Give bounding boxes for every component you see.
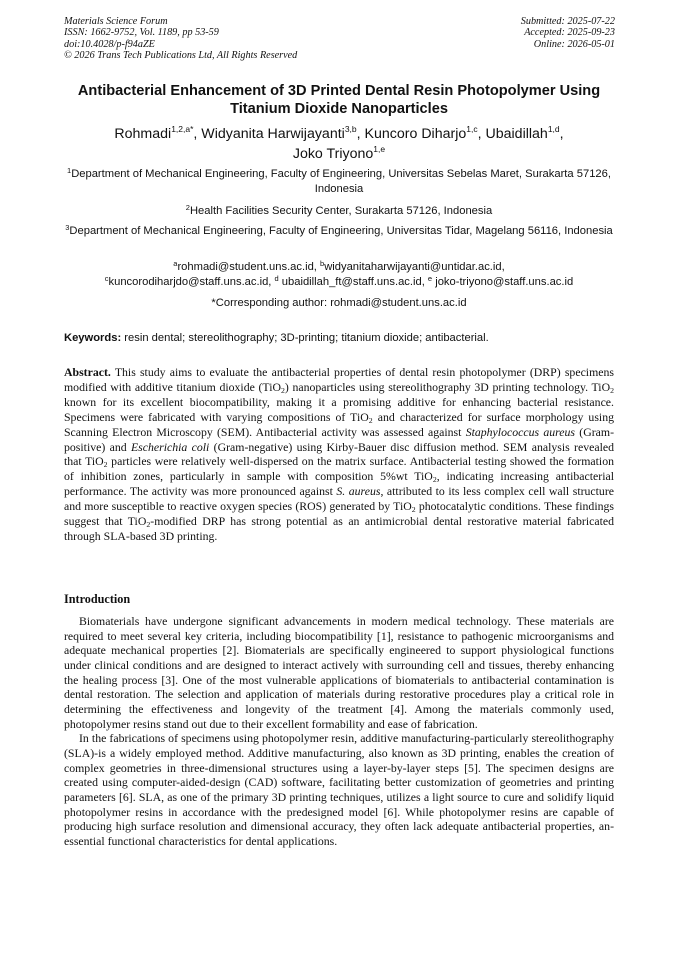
email-a[interactable]: rohmadi@student.uns.ac.id, <box>177 261 321 273</box>
author: Joko Triyono$^{1,e}$ <box>292 144 386 162</box>
online-date: Online: 2026-05-01 <box>533 38 615 50</box>
doi: doi:10.4028/p-f94aZE <box>64 38 155 50</box>
author-list <box>64 124 614 164</box>
paragraph: In the fabrications of specimens using photopolymer resin, additive manufacturing-particularly stereolithography (SLA)-is a widely employed method. Additive manufacturing, also known as 3D printing, enables the creation of complex geometries in three-dimensional structures using a layer-by-layer steps [5]. The specimen designs are created using computer-aided-design (CAD) software, facilitating better customization of geometries and printing parameters [6]. SLA, as one of the primary 3D printing techniques, utilizes a light source to cure and solidify liquid photopolymer resins in accordance with the predesigned model [6]. While photopolymer resins are capable of producing high surface resolution and dimensional accuracy, they often lack adequate antibacterial properties, an-essential functional characteristics for dental applications. <box>64 731 614 848</box>
keywords: Keywords: resin dental; stereolithography; 3D-printing; titanium dioxide; antibacterial. <box>64 332 489 344</box>
author: Widyanita Harwijayanti$^{3,b}$, <box>201 124 365 142</box>
paper-title: Antibacterial Enhancement of 3D Printed Dental Resin Photopolymer Using Titanium Dioxide Nanoparticles <box>77 83 601 117</box>
affiliation: $^2$Health Facilities Security Center, Surakarta 57126, Indonesia <box>185 203 493 217</box>
paragraph: Biomaterials have undergone significant advancements in modern medical technology. These materials are required to meet several key criteria, including biocompatibility [1], resistance to pathogenic microorganisms and adequate mechanical properties [2]. Biomaterials are specifically engineered to support physiological functions under clinical conditions and are designed to interact actively with surrounding cell and tissues, thereby enhancing the healing process [3]. One of the most vulnerable applications of biomaterials to antibacterial contamination is dental restoration. The selection and application of materials during restorative procedures play a critical role in determining the effectiveness and longevity of the treatment [4]. Among the materials commonly used, photopolymer resins stand out due to their excellent formability and ease of fabrication. <box>64 614 614 731</box>
email-b[interactable]: widyanitaharwijayanti@untidar.ac.id, <box>324 261 505 273</box>
submitted-date: Submitted: 2025-07-22 <box>520 16 615 27</box>
affiliation: $^1$Department of Mechanical Engineering, Faculty of Engineering, Universitas Sebelas Maret, Surakarta 57126, Indonesia <box>67 166 611 196</box>
accepted-date: Accepted: 2025-09-23 <box>524 27 615 39</box>
email-e[interactable]: joko-triyono@staff.uns.ac.id <box>432 276 574 289</box>
section-heading-introduction: Introduction <box>64 592 131 606</box>
author: Rohmadi$^{1,2,a*}$, <box>114 124 202 142</box>
email-d[interactable]: ubaidillah_ft@staff.uns.ac.id, <box>278 276 428 289</box>
author: Kuncoro Diharjo$^{1,c}$, <box>364 124 486 142</box>
corresponding-author: *Corresponding author: rohmadi@student.uns.ac.id <box>211 297 467 309</box>
dates-header <box>521 16 615 50</box>
abstract: Abstract. This study aims to evaluate the antibacterial properties of dental resin photopolymer (DRP) specimens modified with additive titanium dioxide (TiO$_2$) nanoparticles using stereolithography 3D printing technology. TiO$_2$ known for its excellent biocompatibility, making it a promising additive for enhancing bacterial resistance. Specimens were fabricated with varying compositions of TiO$_2$ and characterized for surface morphology using Scanning Electron Microscopy (SEM). Antibacterial activity was assessed against Staphylococcus aureus (Gram-positive) and Escherichia coli (Gram-negative) using Kirby-Bauer disc diffusion method. SEM analysis revealed that TiO$_2$ particles were relatively well-dispersed on the matrix surface. Antibacterial testing showed the formation of inhibition zones, particularly in sample with composition 5%wt TiO$_2$, indicating increasing antibacterial performance. The activity was more pronounced against S. aureus, attributed to its less complex cell wall structure and more susceptible to reactive oxygen species (ROS) generated by TiO$_2$ photocatalytic conditions. These findings suggest that TiO$_2$-modified DRP has strong potential as an antimicrobial dental restorative material fabricated through SLA-based 3D printing. <box>64 365 614 543</box>
introduction-body <box>64 614 614 849</box>
issn-volume: ISSN: 1662-9752, Vol. 1189, pp 53-59 <box>64 27 219 39</box>
author: Ubaidillah$^{1,d}$, <box>485 124 564 142</box>
copyright: © 2026 Trans Tech Publications Ltd, All Rights Reserved <box>64 49 298 61</box>
journal-name: Materials Science Forum <box>64 16 168 27</box>
email-list: $^a$rohmadi@student.uns.ac.id, $^b$widyanitaharwijayanti@untidar.ac.id, $^c$kuncorodiharjdo@staff.uns.ac.id, $^d$ ubaidillah_ft@staff.uns.ac.id, $^e$ joko-triyono@staff.uns.ac.id <box>104 259 574 289</box>
affiliation: $^3$Department of Mechanical Engineering, Faculty of Engineering, Universitas Tidar, Magelang 56116, Indonesia <box>65 223 613 237</box>
journal-header <box>64 16 297 61</box>
email-c[interactable]: kuncorodiharjdo@staff.uns.ac.id, <box>108 276 275 289</box>
